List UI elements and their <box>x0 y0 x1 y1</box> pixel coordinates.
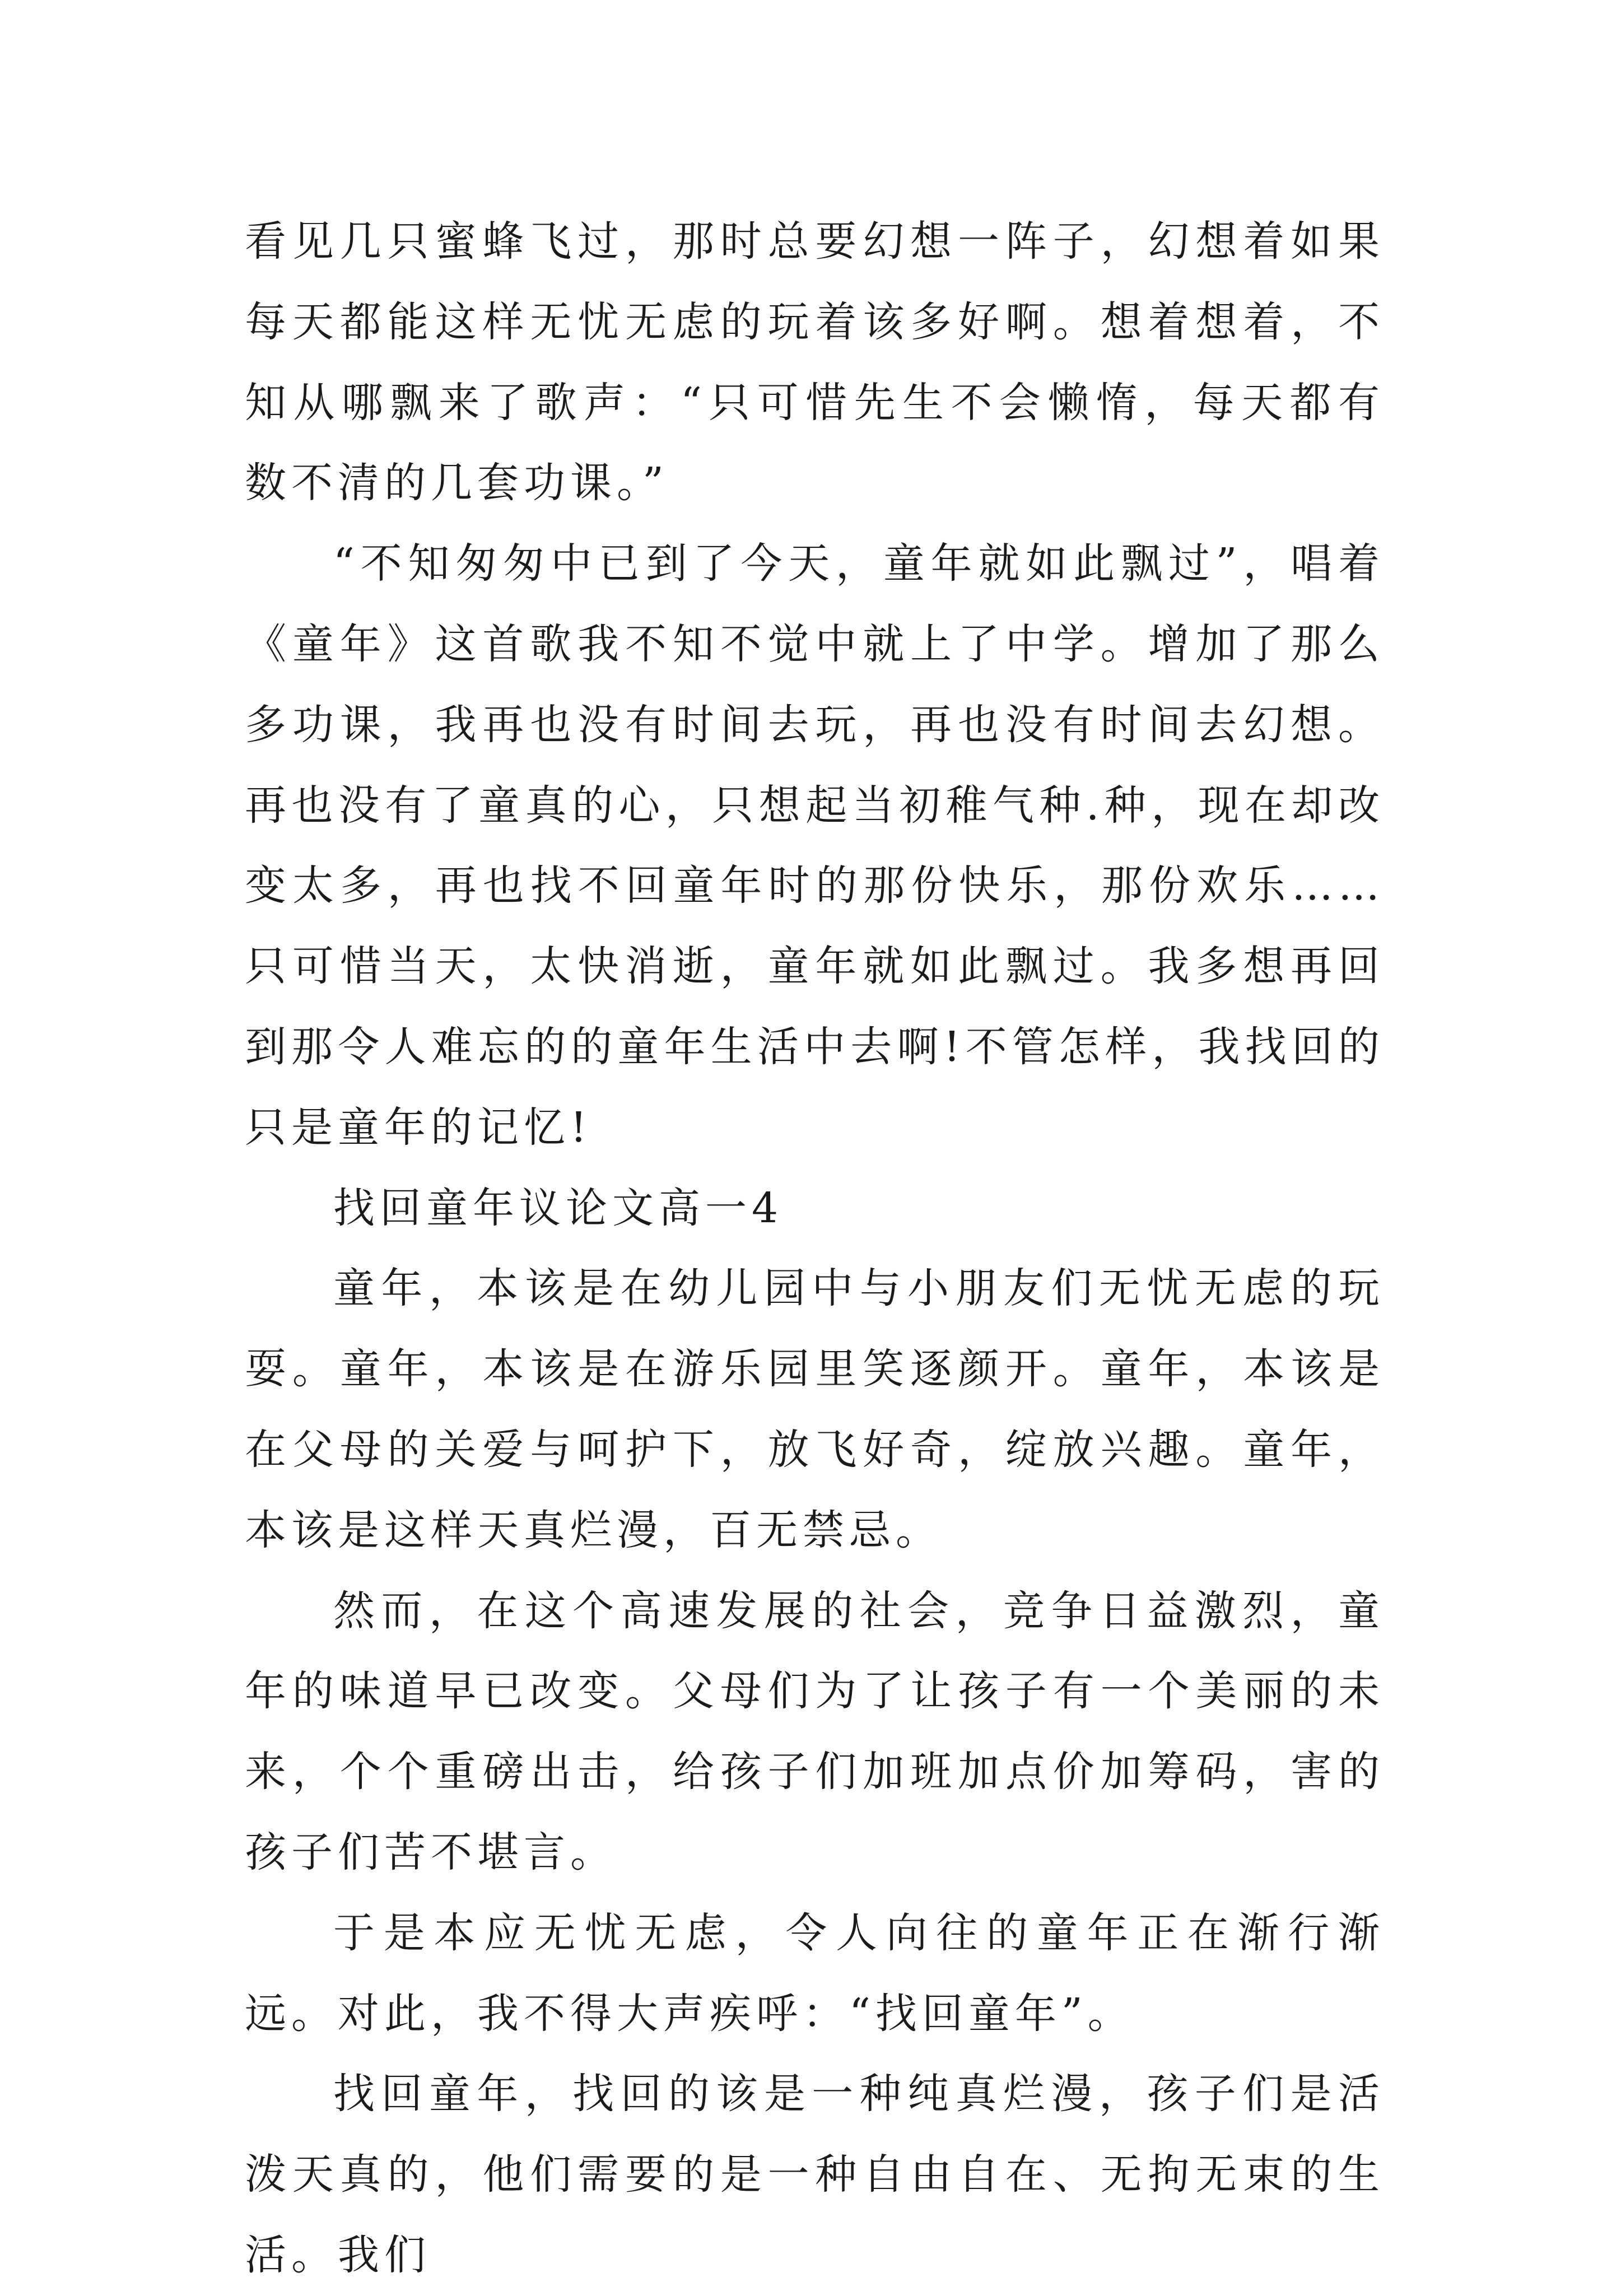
section-heading: 找回童年议论文高一4 <box>333 1184 784 1232</box>
paragraph-2: “不知匆匆中已到了今天，童年就如此飘过”，唱着《童年》这首歌我不知不觉中就上了中学。增加了那么多功课，我再也没有时间去玩，再也没有时间去幻想。再也没有了童真的心，只想起当初稚气种.种，现在却改变太多，再也找不回童年时的那份快乐，那份欢乐……只可惜当天，太快消逝，童年就如此飘过。我多想再回到那令人难忘的的童年生活中去啊!不管怎样，我找回的只是童年的记忆! <box>245 539 1385 1152</box>
paragraph-6: 找回童年，找回的该是一种纯真烂漫，孩子们是活泼天真的，他们需要的是一种自由自在、无拘无束的生活。我们 <box>245 2070 1385 2279</box>
paragraph-5: 于是本应无忧无虑，令人向往的童年正在渐行渐远。对此，我不得大声疾呼：“找回童年”。 <box>245 1908 1385 2038</box>
paragraph-3: 童年，本该是在幼儿园中与小朋友们无忧无虑的玩耍。童年，本该是在游乐园里笑逐颜开。童年，本该是在父母的关爱与呵护下，放飞好奇，绽放兴趣。童年，本该是这样天真烂漫，百无禁忌。 <box>245 1264 1385 1554</box>
paragraph-1: 看见几只蜜蜂飞过，那时总要幻想一阵子，幻想着如果每天都能这样无忧无虑的玩着该多好啊。想着想着，不知从哪飘来了歌声：“只可惜先生不会懒惰，每天都有数不清的几套功课。” <box>245 217 1385 507</box>
document-body <box>245 202 1385 2296</box>
paragraph-4: 然而，在这个高速发展的社会，竞争日益激烈，童年的味道早已改变。父母们为了让孩子有一个美丽的未来，个个重磅出击，给孩子们加班加点价加筹码，害的孩子们苦不堪言。 <box>245 1586 1385 1876</box>
